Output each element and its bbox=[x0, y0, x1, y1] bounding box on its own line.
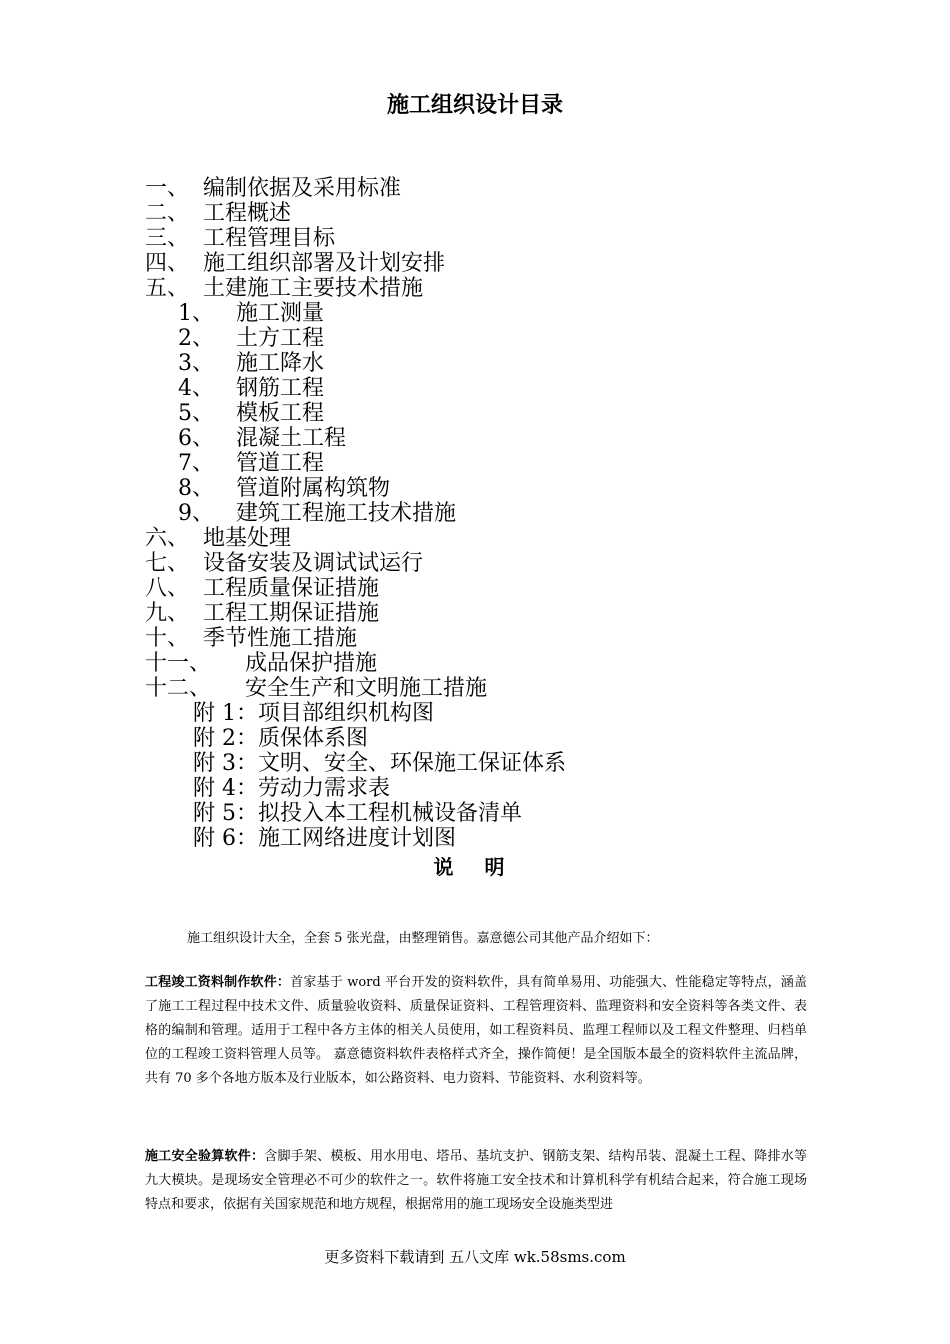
toc-text: 地基处理 bbox=[203, 526, 292, 551]
product-title: 施工安全验算软件： bbox=[145, 1149, 265, 1164]
toc-number: 9、 bbox=[178, 501, 214, 526]
toc-number: 5、 bbox=[178, 401, 214, 426]
toc-text: 混凝土工程 bbox=[236, 426, 347, 451]
toc-text: 管道附属构筑物 bbox=[236, 476, 391, 501]
toc-number: 七、 bbox=[145, 551, 190, 576]
toc-number: 二、 bbox=[145, 201, 190, 226]
toc-text: 编制依据及采用标准 bbox=[203, 176, 402, 201]
toc-number: 九、 bbox=[145, 601, 190, 626]
product-paragraph bbox=[145, 971, 807, 1091]
toc-number: 3、 bbox=[178, 351, 214, 376]
product-description: 含脚手架、模板、用水用电、塔吊、基坑支护、钢筋支架、结构吊装、混凝土工程、降排水等九大模块。是现场安全管理必不可少的软件之一。软件将施工安全技术和计算机科学有机结合起来，符合施工现场特点和要求，依据有关国家规范和地方规程，根据常用的施工现场安全设施类型进 bbox=[145, 1149, 807, 1212]
toc-text: 附 6：施工网络进度计划图 bbox=[193, 826, 456, 851]
toc-number: 十、 bbox=[145, 626, 190, 651]
toc-text: 设备安装及调试试运行 bbox=[203, 551, 424, 576]
toc-text: 建筑工程施工技术措施 bbox=[236, 501, 457, 526]
toc-number: 三、 bbox=[145, 226, 190, 251]
toc-number: 十一、 bbox=[145, 651, 212, 676]
toc-text: 工程质量保证措施 bbox=[203, 576, 380, 601]
product-description: 首家基于 word 平台开发的资料软件，具有简单易用、功能强大、性能稳定等特点，涵盖了施工工程过程中技术文件、质量验收资料、质量保证资料、工程管理资料、监理资料和安全资料等各类文件、表格的编制和管理。适用于工程中各方主体的相关人员使用，如工程资料员、监理工程师以及工程文件整理、归档单位的工程竣工资料管理人员等。 嘉意德资料软件表格样式齐全，操作简便！是全国版本最全的资料软件主流品牌，共有 70 多个各地方版本及行业版本，如公路资料、电力资料、节能资料、水利资料等。 bbox=[145, 975, 807, 1086]
toc-text: 模板工程 bbox=[236, 401, 325, 426]
intro-paragraph: 施工组织设计大全，全套 5 张光盘，由整理销售。嘉意德公司其他产品介绍如下： bbox=[187, 931, 659, 946]
toc-text: 工程工期保证措施 bbox=[203, 601, 380, 626]
toc-text: 工程概述 bbox=[203, 201, 292, 226]
toc-number: 一、 bbox=[145, 176, 190, 201]
toc-number: 十二、 bbox=[145, 676, 212, 701]
footer-link-text: 更多资料下载请到 五八文库 wk.58sms.com bbox=[324, 1248, 626, 1266]
toc-number: 六、 bbox=[145, 526, 190, 551]
toc-text: 土方工程 bbox=[236, 326, 325, 351]
toc-text: 附 1：项目部组织机构图 bbox=[193, 701, 434, 726]
toc-text: 附 2：质保体系图 bbox=[193, 726, 368, 751]
toc-text: 施工组织部署及计划安排 bbox=[203, 251, 446, 276]
toc-text: 钢筋工程 bbox=[236, 376, 325, 401]
toc-text: 附 5：拟投入本工程机械设备清单 bbox=[193, 801, 522, 826]
product-paragraph bbox=[145, 1145, 807, 1217]
toc-number: 6、 bbox=[178, 426, 214, 451]
section-heading: 说 明 bbox=[433, 855, 517, 879]
toc-text: 季节性施工措施 bbox=[203, 626, 358, 651]
toc-text: 施工降水 bbox=[236, 351, 325, 376]
toc-number: 八、 bbox=[145, 576, 190, 601]
toc-number: 7、 bbox=[178, 451, 214, 476]
toc-text: 土建施工主要技术措施 bbox=[203, 276, 424, 301]
toc-number: 8、 bbox=[178, 476, 214, 501]
toc-number: 1、 bbox=[178, 301, 214, 326]
toc-text: 安全生产和文明施工措施 bbox=[245, 676, 488, 701]
toc-number: 2、 bbox=[178, 326, 214, 351]
toc-number: 4、 bbox=[178, 376, 214, 401]
toc-number: 五、 bbox=[145, 276, 190, 301]
toc-text: 成品保护措施 bbox=[245, 651, 378, 676]
toc-text: 附 4：劳动力需求表 bbox=[193, 776, 390, 801]
toc-text: 施工测量 bbox=[236, 301, 325, 326]
product-title: 工程竣工资料制作软件： bbox=[145, 975, 291, 990]
toc-number: 四、 bbox=[145, 251, 190, 276]
page-title: 施工组织设计目录 bbox=[386, 92, 563, 118]
toc-text: 管道工程 bbox=[236, 451, 325, 476]
toc-text: 附 3：文明、安全、环保施工保证体系 bbox=[193, 751, 566, 776]
toc-text: 工程管理目标 bbox=[203, 226, 336, 251]
